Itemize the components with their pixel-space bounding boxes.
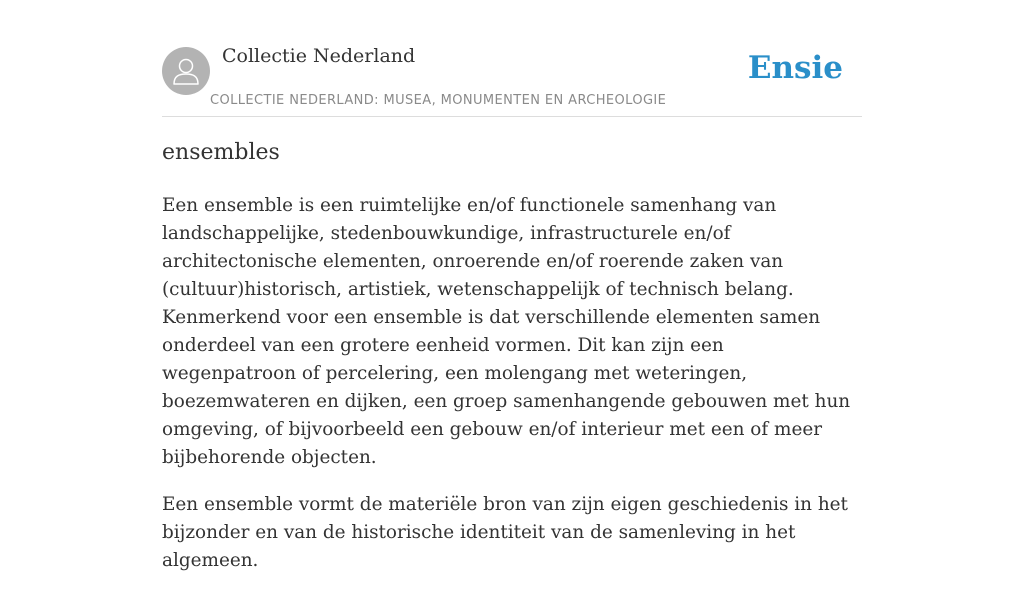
author-name-link[interactable]: Collectie Nederland	[222, 45, 416, 67]
entry-header	[162, 0, 862, 117]
user-silhouette-icon	[162, 47, 210, 95]
definition-paragraph: Een ensemble is een ruimtelijke en/of functionele samenhang van landschappelijke, stedenbouwkundige, infrastructurele en/of architectonische elementen, onroerende en/of roerende zaken van (cultuur)historisch, artistiek, wetenschappelijk of technisch belang. Kenmerkend voor een ensemble is dat verschillende elementen samen onderdeel van een grotere eenheid vormen. Dit kan zijn een wegenpatroon of percelering, een molengang met weteringen, boezemwateren en dijken, een groep samenhangende gebouwen met hun omgeving, of bijvoorbeeld een gebouw en/of interieur met een of meer bijbehorende objecten.	[162, 195, 851, 468]
definition-paragraph: Een ensemble vormt de materiële bron van zijn eigen geschiedenis in het bijzonder en van de historische identiteit van de samenleving in het algemeen.	[162, 494, 848, 571]
entry-definition	[162, 192, 862, 594]
ensie-logo-link[interactable]: Ensie	[747, 50, 843, 86]
entry-term-title: ensembles	[162, 140, 280, 165]
author-avatar[interactable]	[162, 47, 210, 95]
author-subtitle: COLLECTIE NEDERLAND: MUSEA, MONUMENTEN EN ARCHEOLOGIE	[210, 93, 667, 108]
page	[162, 0, 862, 571]
